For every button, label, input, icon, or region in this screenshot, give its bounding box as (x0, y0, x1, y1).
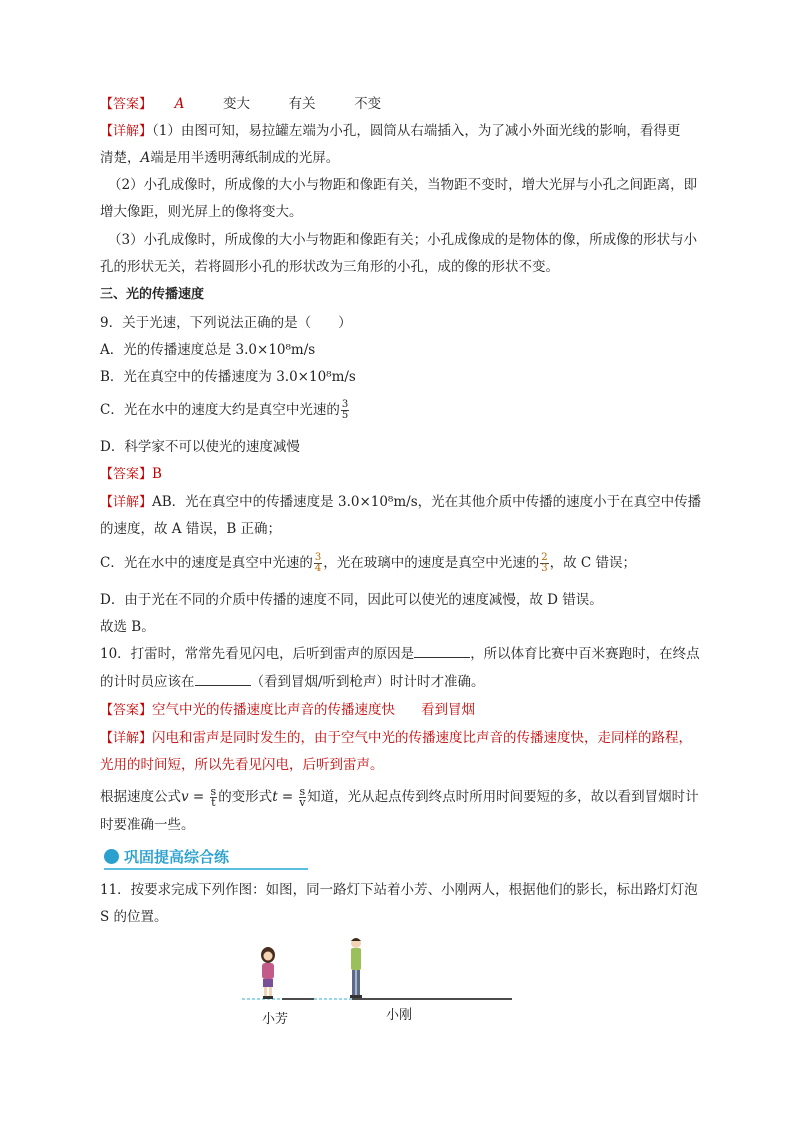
label-xiaofang: 小芳 (262, 1012, 289, 1027)
streetlight-figure (240, 935, 530, 1030)
detail-tag: 【详解】 (100, 124, 153, 139)
section-title: 巩固提高综合练 (124, 848, 230, 866)
q10-detail-text: 闪电和雷声是同时发生的，由于空气中光的传播速度比声音的传播速度快，走同样的路程， (152, 730, 693, 746)
q10-answer-2: 看到冒烟 (421, 702, 476, 718)
answer-blank-1[interactable] (414, 644, 470, 658)
fraction-s-v (299, 787, 307, 808)
q9-option-c-text: C．光在水中的速度大约是真空中光速的 (100, 402, 340, 418)
formula-v: v = (181, 789, 209, 805)
q10-answer-line (100, 700, 475, 721)
detail8-p2-line2: 增大像距，则光屏上的像将变大。 (100, 204, 303, 220)
q9-detail-d: D．由于光在不同的介质中传播的速度不同，因此可以使光的速度减慢，故 D 错误。 (100, 592, 603, 608)
q9-option-b: B．光在真空中的传播速度为 3.0×10⁸m/s (100, 369, 356, 385)
xiaogang-figure (350, 938, 362, 998)
q9-detail-c (100, 553, 636, 574)
detail8-line1 (100, 121, 680, 142)
answer-blank-2[interactable] (195, 672, 251, 686)
detail8-p2-line1: （2）小孔成像时，所成像的大小与物距和像距有关，当物距不变时，增大光屏与小孔之间距离，即 (108, 177, 698, 193)
detail-tag: 【详解】 (100, 731, 153, 746)
q9-option-a: A．光的传播速度总是 3.0×10⁸m/s (100, 342, 316, 358)
section-underline (104, 868, 308, 870)
q10-formula-line (100, 787, 699, 808)
fraction-numerator: 3 (341, 399, 349, 410)
fraction-numerator: s (210, 785, 217, 798)
q10-detail-line1 (100, 728, 692, 749)
fraction-2-3 (540, 553, 548, 574)
answer-value-1: A (174, 96, 185, 112)
detail8-p3-line1: （3）小孔成像时，所成像的大小与物距和像距有关；小孔成像成的是物体的像，所成像的形状与小 (108, 232, 698, 248)
q10-stem-text: （看到冒烟/听到枪声）时计时才准确。 (250, 674, 485, 690)
q9-detail-c-text: C．光在水中的速度是真空中光速的 (100, 555, 313, 571)
q9-answer: B (152, 466, 162, 482)
figure-svg (240, 935, 530, 1030)
fraction-3-5 (341, 400, 349, 421)
fraction-s-t (210, 787, 218, 808)
fraction-3-4 (314, 553, 322, 574)
q9-answer-line (100, 464, 162, 485)
q10-formula-line2: 时要准确一些。 (100, 817, 195, 833)
detail-tag: 【详解】 (100, 495, 153, 510)
detail8-text: 清楚， (100, 150, 141, 166)
q9-stem: 9．关于光速，下列说法正确的是（ ） (100, 315, 352, 331)
answer-value-2: 变大 (222, 96, 250, 112)
answer8-line (100, 94, 381, 115)
fraction-denominator: 5 (341, 410, 349, 421)
q9-detail-c-text: ，光在玻璃中的速度是真空中光速的 (323, 555, 540, 571)
answer-tag: 【答案】 (100, 467, 153, 482)
fraction-denominator: v (299, 796, 306, 809)
detail8-p3-line2: 孔的形状无关，若将圆形小孔的形状改为三角形的小孔，成的像的形状不变。 (100, 259, 559, 275)
q10-stem-line1 (100, 644, 700, 664)
section-heading: 三、光的传播速度 (100, 287, 205, 302)
fraction-denominator: 3 (541, 563, 548, 574)
q11-stem-line2: S 的位置。 (100, 909, 168, 925)
q10-stem-text: 10．打雷时，常常先看见闪电，后听到雷声的原因是 (100, 646, 415, 662)
q9-option-c (100, 400, 350, 421)
xiaofang-figure (261, 947, 275, 999)
answer-tag: 【答案】 (100, 97, 153, 112)
q11-stem-line1: 11．按要求完成下列作图：如图，同一路灯下站着小芳、小刚两人，根据他们的影长，标出路灯灯泡 (100, 882, 698, 898)
detail8-p1-text: （1）由图可知，易拉罐左端为小孔，圆筒从右端插入，为了减小外面光线的影响，看得更 (152, 123, 681, 139)
q10-stem-line2 (100, 672, 485, 692)
fraction-numerator: 3 (314, 552, 322, 563)
q9-detail-text: AB．光在真空中的传播速度是 3.0×10⁸m/s，光在其他介质中传播的速度小于在真空中传播 (152, 494, 702, 510)
q10-detail-line2: 光用的时间短，所以先看见闪电，后听到雷声。 (100, 757, 384, 773)
q9-conclusion: 故选 B。 (100, 619, 155, 635)
q9-detail-c-text: ，故 C 错误； (549, 555, 637, 571)
consolidation-section-header (104, 846, 308, 868)
q9-option-d: D．科学家不可以使光的速度减慢 (100, 439, 300, 455)
q10-formula-text: 知道，光从起点传到终点时所用时间要短的多，故以看到冒烟时计 (307, 789, 699, 805)
q10-formula-text: 根据速度公式 (100, 789, 181, 805)
q10-stem-text: 的计时员应该在 (100, 674, 195, 690)
formula-t: t = (272, 789, 298, 805)
fraction-denominator: t (211, 796, 216, 809)
answer-tag: 【答案】 (100, 703, 153, 718)
variable-a: A (140, 150, 151, 166)
q9-detail-line1 (100, 492, 701, 513)
fraction-denominator: 4 (314, 563, 322, 574)
fraction-numerator: s (299, 785, 306, 798)
label-xiaogang: 小刚 (386, 1008, 413, 1023)
q10-answer-1: 空气中光的传播速度比声音的传播速度快 (152, 702, 396, 718)
detail8-line2 (100, 148, 339, 168)
fraction-numerator: 2 (541, 552, 548, 563)
answer-value-3: 有关 (288, 96, 316, 112)
q10-formula-text: 的变形式 (218, 789, 273, 805)
detail8-text: 端是用半透明薄纸制成的光屏。 (150, 150, 340, 166)
section-dot-icon (104, 849, 119, 864)
q10-stem-text: ，所以体育比赛中百米赛跑时，在终点 (470, 646, 700, 662)
answer-value-4: 不变 (354, 96, 382, 112)
q9-detail-line2: 的速度，故 A 错误，B 正确； (100, 521, 282, 537)
